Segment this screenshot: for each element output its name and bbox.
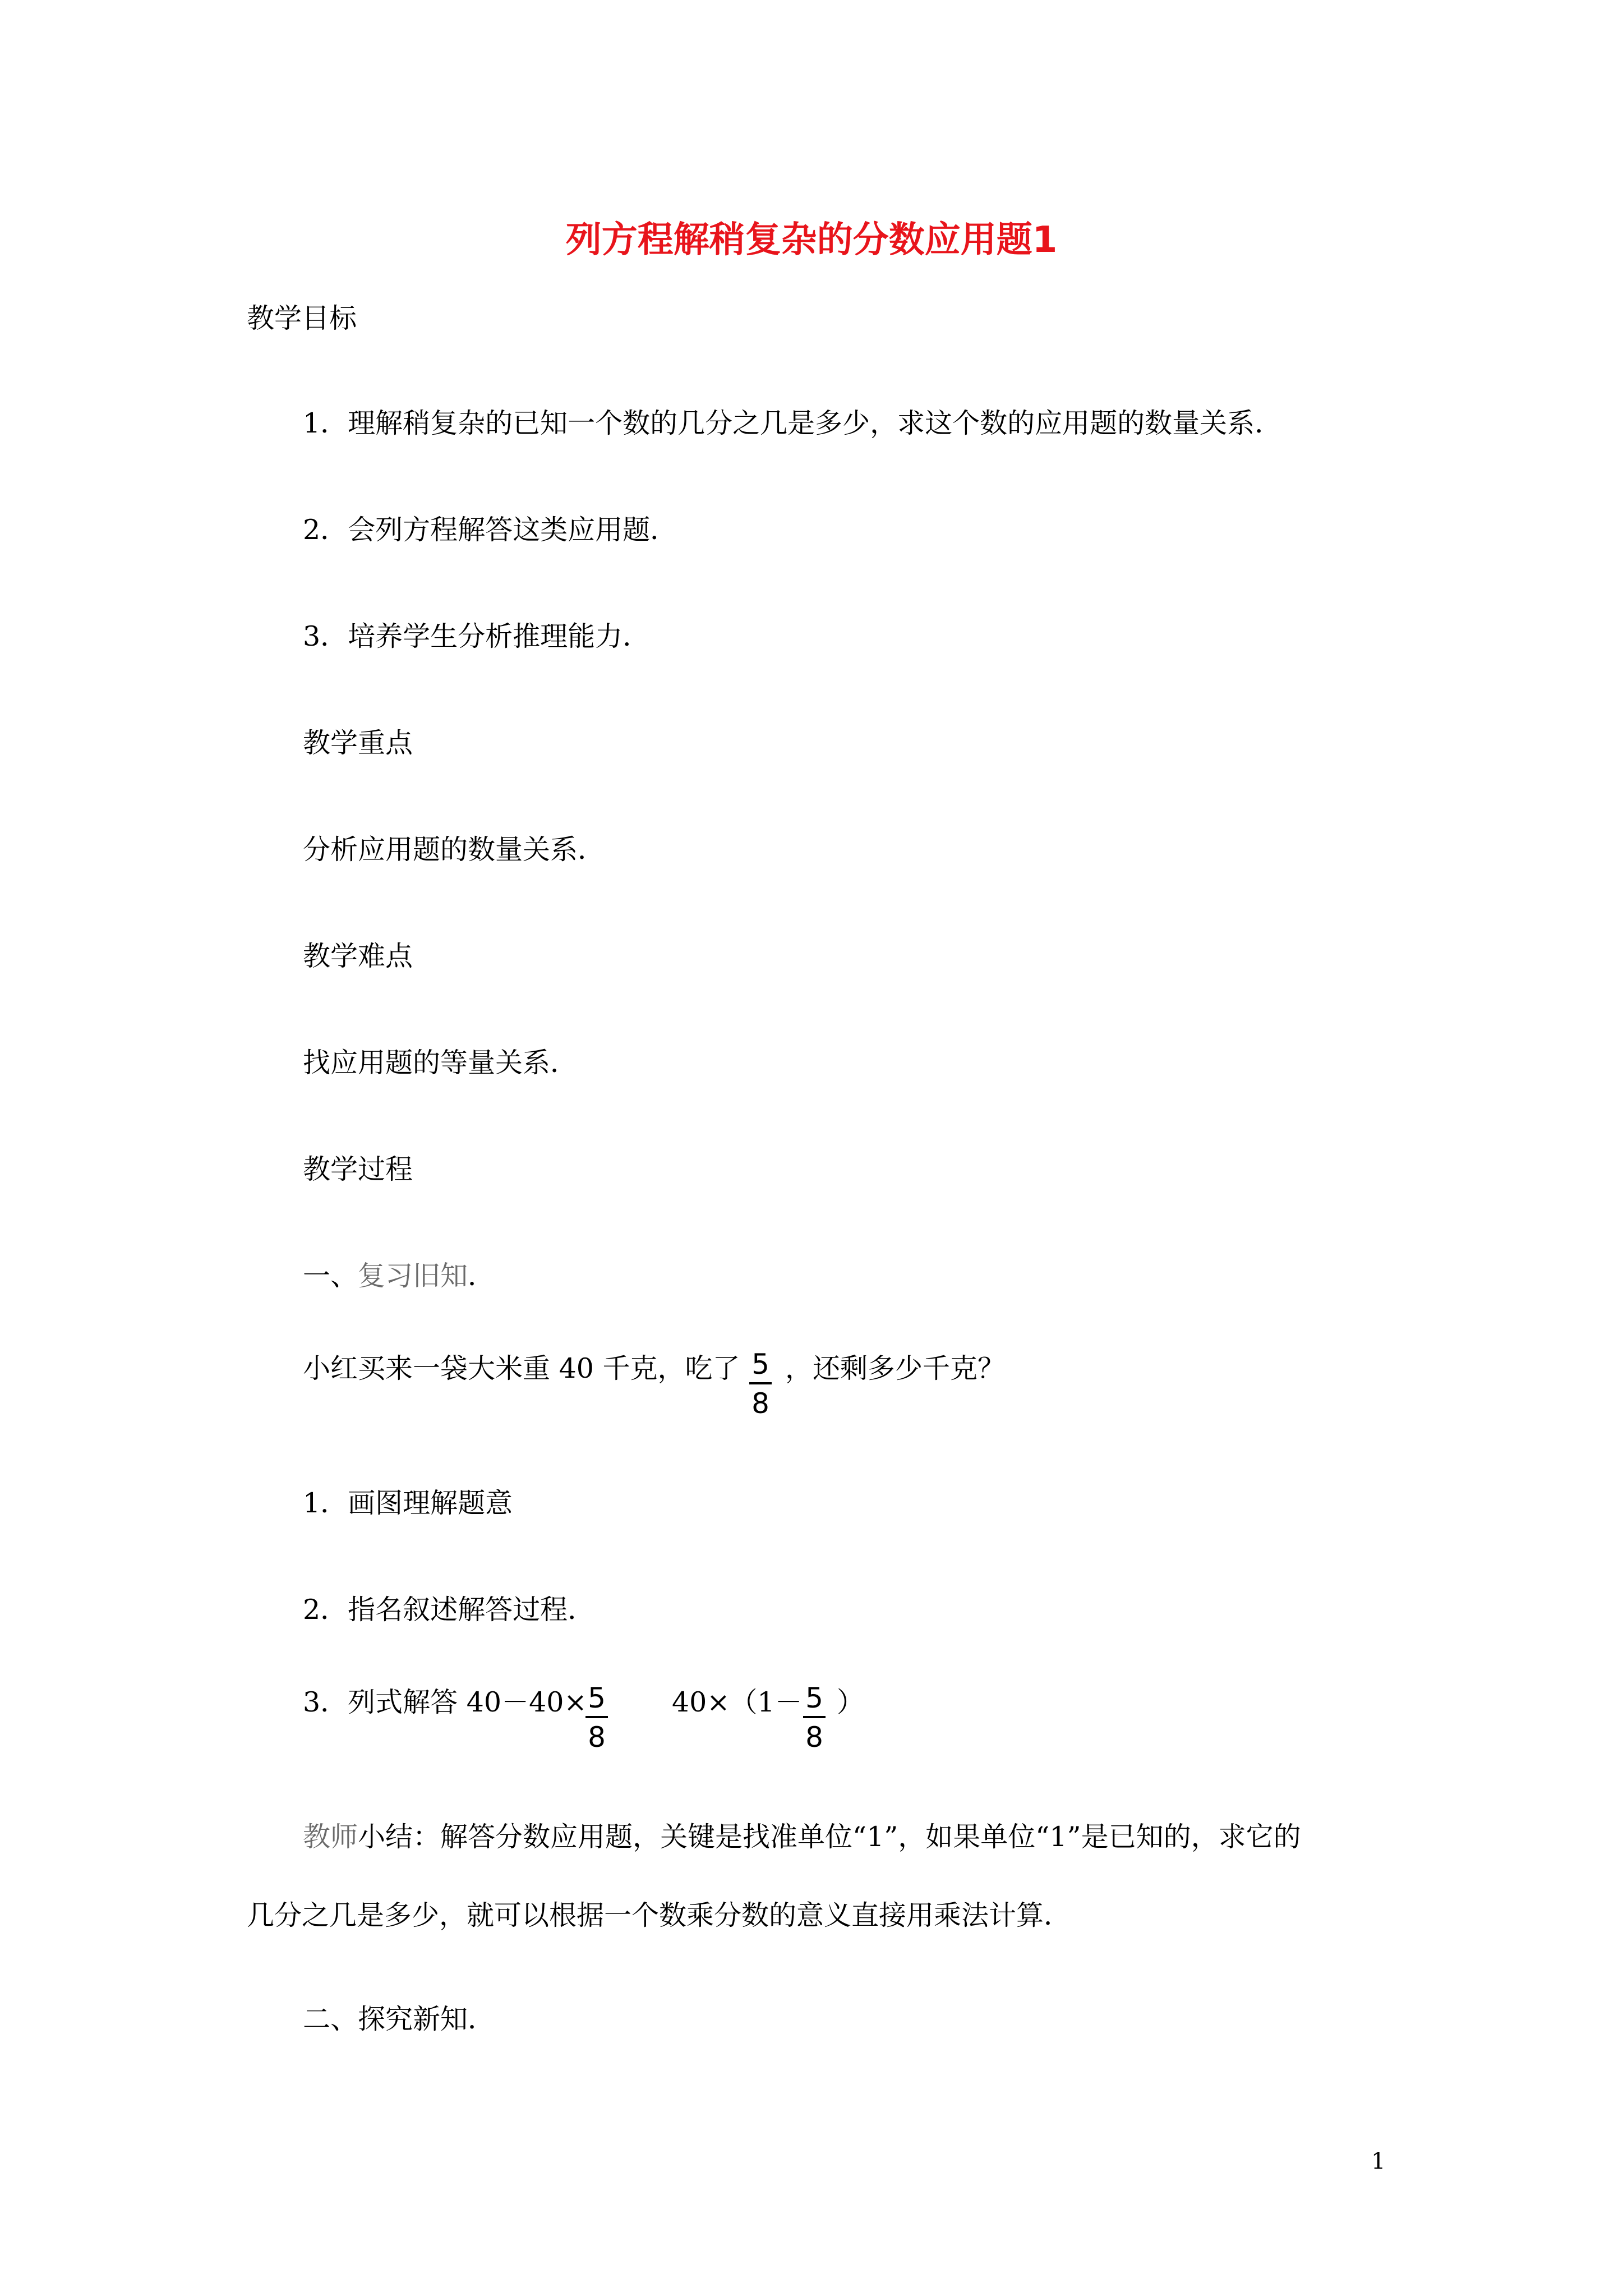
step-3-alt-close: ） — [837, 1686, 865, 1718]
review-heading — [303, 1259, 495, 1293]
difficulty-heading: 教学难点 — [303, 940, 413, 972]
new-knowledge-heading: 二、探究新知． — [303, 2003, 496, 2035]
fraction-denominator: 8 — [588, 1721, 606, 1754]
page-number: 1 — [1371, 2148, 1386, 2174]
fraction-numerator: 5 — [803, 1682, 826, 1718]
objective-item-2: 2．会列方程解答这类应用题． — [303, 514, 678, 546]
fraction-five-eighths — [585, 1682, 608, 1754]
teacher-summary-line2: 几分之几是多少，就可以根据一个数乘分数的意义直接用乘法计算． — [247, 1899, 1072, 1931]
fraction-numerator: 5 — [585, 1682, 608, 1718]
review-heading-suffix: ． — [468, 1260, 496, 1292]
teacher-summary-text: 小结：解答分数应用题，关键是找准单位“1”，如果单位“1”是已知的，求它的 — [358, 1821, 1301, 1853]
review-problem-part2: ，还剩多少千克？ — [785, 1352, 1006, 1384]
step-2: 2．指名叙述解答过程． — [303, 1594, 596, 1626]
fraction-five-eighths — [803, 1682, 826, 1754]
objectives-heading: 教学目标 — [247, 302, 357, 334]
review-problem-part1: 小红买来一袋大米重 40 千克，吃了 — [303, 1352, 740, 1384]
teacher-summary-gray-text: 教师 — [303, 1821, 358, 1853]
fraction-numerator: 5 — [749, 1349, 772, 1384]
step-3-alt-expression: 40×（1－ — [672, 1686, 803, 1718]
fraction-five-eighths — [749, 1349, 772, 1420]
difficulty-text: 找应用题的等量关系． — [303, 1047, 578, 1079]
review-heading-gray-text: 复习旧知 — [358, 1260, 468, 1292]
teacher-summary-line1 — [303, 1820, 1301, 1854]
fraction-denominator: 8 — [751, 1387, 769, 1420]
step-3-label: 3．列式解答 40－40× — [303, 1686, 587, 1718]
review-heading-prefix: 一、 — [303, 1260, 358, 1292]
document-title: 列方程解稍复杂的分数应用题1 — [565, 219, 1058, 261]
key-point-heading: 教学重点 — [303, 727, 413, 759]
objective-item-3: 3．培养学生分析推理能力． — [303, 620, 651, 652]
step-1: 1．画图理解题意 — [303, 1487, 513, 1519]
fraction-denominator: 8 — [805, 1721, 823, 1754]
objective-item-1: 1．理解稍复杂的已知一个数的几分之几是多少，求这个数的应用题的数量关系． — [303, 407, 1283, 439]
key-point-text: 分析应用题的数量关系． — [303, 834, 606, 866]
process-heading: 教学过程 — [303, 1153, 413, 1185]
